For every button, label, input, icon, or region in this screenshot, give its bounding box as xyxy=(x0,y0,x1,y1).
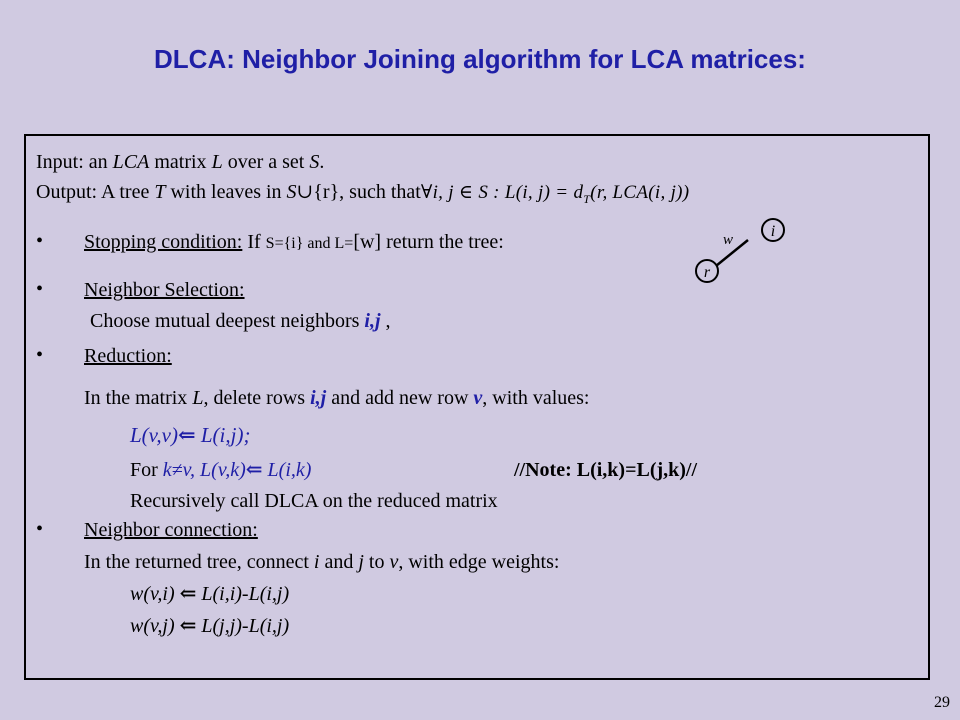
con-l1-j: j xyxy=(358,551,364,573)
node-r-label: r xyxy=(703,264,711,281)
output-union: ∪{r} xyxy=(296,181,340,203)
reduction-line4: Recursively call DLCA on the reduced matrix xyxy=(130,490,498,512)
output-such: , such that xyxy=(339,181,421,203)
node-i-label: i xyxy=(770,223,776,240)
formula-sub: T xyxy=(583,191,591,206)
input-S: S xyxy=(309,151,320,173)
content-box xyxy=(24,134,930,680)
page-number: 29 xyxy=(934,694,950,711)
selection-label: Neighbor Selection: xyxy=(84,279,245,301)
connection-line1 xyxy=(84,552,559,572)
red-l1-d: , with values: xyxy=(482,387,590,409)
connection-w2 xyxy=(130,616,289,636)
reduction-label: Reduction: xyxy=(84,345,172,367)
con-w2-b: L(j,j)-L(i,j) xyxy=(196,615,290,637)
con-w1-b: L(i,i)-L(i,j) xyxy=(196,583,290,605)
red-l2-a: L(v,v) xyxy=(130,423,178,447)
stopping-and: and xyxy=(303,235,335,252)
selection-end: , xyxy=(380,310,391,332)
input-mid: matrix xyxy=(149,151,212,173)
red-l3-k: k≠v, xyxy=(162,459,196,481)
input-prefix: Input: an xyxy=(36,151,113,173)
arrow-icon: ⇐ xyxy=(179,615,197,637)
reduction-line3 xyxy=(130,460,311,480)
con-l1-c: to xyxy=(363,551,390,573)
reduction-line1 xyxy=(84,388,590,408)
input-over: over a set xyxy=(222,151,310,173)
stopping-line xyxy=(84,232,504,252)
stopping-cond2b: [w] xyxy=(353,231,382,253)
input-line xyxy=(36,152,324,172)
selection-text xyxy=(90,311,391,331)
stopping-return: return the tree: xyxy=(381,231,504,253)
reduction-note: //Note: L(i,k)=L(j,k)// xyxy=(514,459,698,481)
formula-main: ∀i, j ∈ S : L(i, j) = d xyxy=(420,182,584,203)
con-l1-b: and xyxy=(319,551,359,573)
red-l3-b: L(i,k) xyxy=(262,459,312,481)
slide-title: DLCA: Neighbor Joining algorithm for LCA matrices: xyxy=(154,44,806,74)
formula-end: (r, LCA(i, j)) xyxy=(590,182,690,203)
red-l3-for: For xyxy=(130,459,163,481)
bullet-reduction: • xyxy=(36,344,44,366)
output-line xyxy=(36,182,689,205)
bullet-connection: • xyxy=(36,518,44,540)
con-l1-d: , with edge weights: xyxy=(398,551,560,573)
red-l3-a: L(v,k) xyxy=(195,459,246,481)
output-T: T xyxy=(154,181,166,203)
selection-ij: i,j xyxy=(364,310,381,332)
bullet-stopping: • xyxy=(36,230,44,252)
arrow-icon: ⇐ xyxy=(179,583,197,605)
connection-w1 xyxy=(130,584,289,604)
stopping-label: Stopping condition: xyxy=(84,231,243,253)
red-l1-a: In the matrix xyxy=(84,387,193,409)
output-prefix: Output: A tree xyxy=(36,181,155,203)
selection-body: Choose mutual deepest neighbors xyxy=(90,310,365,332)
stopping-if: If xyxy=(242,231,266,253)
bullet-selection: • xyxy=(36,278,44,300)
arrow-icon: ⇐ xyxy=(178,423,196,447)
red-l1-v: v xyxy=(473,387,483,409)
stopping-cond1: S={i} xyxy=(265,235,304,252)
con-l1-v: v xyxy=(389,551,399,573)
red-l1-L: L xyxy=(192,387,204,409)
red-l1-b: , delete rows xyxy=(203,387,311,409)
con-w2-a: w(v,j) xyxy=(130,615,175,637)
input-lca: LCA xyxy=(112,151,150,173)
arrow-icon: ⇐ xyxy=(245,459,263,481)
con-w1-a: w(v,i) xyxy=(130,583,175,605)
stopping-cond2: L= xyxy=(334,235,354,252)
red-l1-c: and add new row xyxy=(326,387,474,409)
input-L: L xyxy=(211,151,223,173)
connection-label: Neighbor connection: xyxy=(84,519,258,541)
reduction-line2 xyxy=(130,425,250,446)
con-l1-a: In the returned tree, connect xyxy=(84,551,314,573)
edge-w-label: w xyxy=(722,232,734,248)
tree-diagram xyxy=(686,208,786,288)
output-S: S xyxy=(286,181,297,203)
red-l1-ij: i,j xyxy=(310,387,327,409)
red-l2-b: L(i,j); xyxy=(195,423,251,447)
output-mid: with leaves in xyxy=(165,181,287,203)
con-l1-i: i xyxy=(313,551,320,573)
output-formula xyxy=(420,182,690,206)
input-end: . xyxy=(319,151,325,173)
